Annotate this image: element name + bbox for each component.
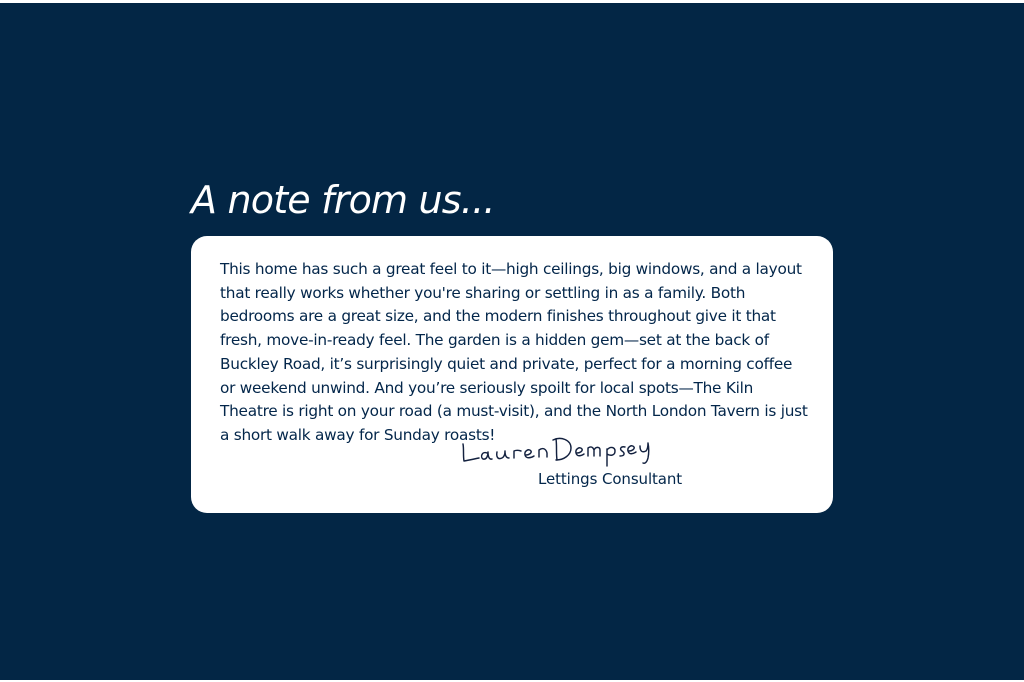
note-panel [0, 3, 1024, 680]
page-title: A note from us... [191, 178, 495, 222]
signatory-role: Lettings Consultant [538, 470, 683, 488]
note-body: This home has such a great feel to it—high ceilings, big windows, and a layout that really works whether you're sharing or settling in as a family. Both bedrooms are a great size, and the modern finishes throughout give it that fresh, move-in-ready feel. The garden is a hidden gem—set at the back of Buckley Road, it’s surprisingly quiet and private, perfect for a morning coffee or weekend unwind. And you’re seriously spoilt for local spots—The Kiln Theatre is right on your road (a must-visit), and the North London Tavern is just a short walk away for Sunday roasts! [220, 260, 808, 444]
note-card [191, 236, 833, 513]
signature-icon [459, 429, 659, 474]
handwritten-signature [459, 429, 659, 474]
